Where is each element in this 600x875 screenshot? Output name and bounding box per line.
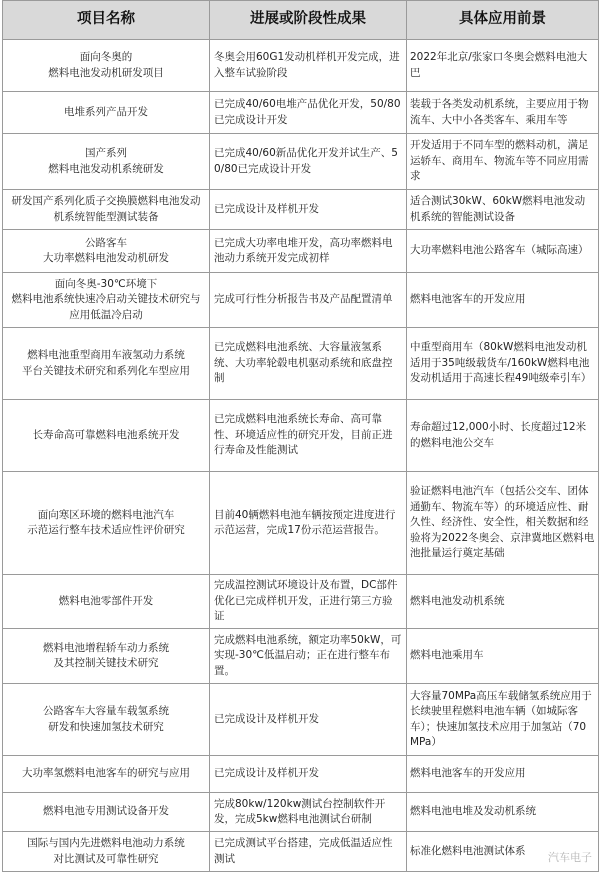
application-cell: 燃料电池客车的开发应用 [407, 273, 599, 328]
project-name-cell: 大功率氢燃料电池客车的研究与应用 [3, 756, 210, 793]
application-cell: 燃料电池发动机系统 [407, 575, 599, 629]
progress-cell: 冬奥会用60G1发动机样机开发完成，进入整车试验阶段 [210, 40, 407, 92]
application-cell: 中重型商用车（80kW燃料电池发动机适用于35吨级载货车/160kW燃料电池发动机适用于高速长程49吨级牵引车） [407, 328, 599, 400]
progress-cell: 完成燃料电池系统，额定功率50kW，可实现-30℃低温启动；正在进行整车布置。 [210, 629, 407, 684]
header-application: 具体应用前景 [407, 1, 599, 40]
project-table [2, 0, 599, 872]
project-name-cell: 公路客车 大功率燃料电池发动机研发 [3, 230, 210, 273]
project-name-cell: 面向冬奥-30℃环境下 燃料电池系统快速冷启动关键技术研究与应用低温冷启动 [3, 273, 210, 328]
project-name-cell: 研发国产系列化质子交换膜燃料电池发动机系统智能型测试装备 [3, 190, 210, 230]
application-cell: 适合测试30kW、60kW燃料电池发动机系统的智能测试设备 [407, 190, 599, 230]
progress-cell: 已完成40/60电堆产品优化开发，50/80已完成设计开发 [210, 92, 407, 134]
progress-cell: 已完成设计及样机开发 [210, 684, 407, 756]
table-row [3, 273, 599, 328]
progress-cell: 已完成燃料电池系统、大容量液氢系统、大功率轮毂电机驱动系统和底盘控制 [210, 328, 407, 400]
application-cell: 验证燃料电池汽车（包括公交车、团体通勤车、物流车等）的环境适应性、耐久性、经济性、安全性，相关数据和经验将为2022冬奥会、京津冀地区燃料电池批量运行奠定基础 [407, 472, 599, 575]
progress-cell: 已完成设计及样机开发 [210, 756, 407, 793]
project-name-cell: 燃料电池重型商用车液氢动力系统 平台关键技术研究和系列化车型应用 [3, 328, 210, 400]
project-name-cell: 燃料电池增程轿车动力系统 及其控制关键技术研究 [3, 629, 210, 684]
application-cell: 开发适用于不同车型的燃料动机，满足运轿车、商用车、物流车等不同应用需求 [407, 134, 599, 190]
table-row [3, 230, 599, 273]
progress-cell: 已完成测试平台搭建，完成低温适应性测试 [210, 832, 407, 872]
header-progress: 进展或阶段性成果 [210, 1, 407, 40]
project-name-cell: 国际与国内先进燃料电池动力系统 对比测试及可靠性研究 [3, 832, 210, 872]
table-row [3, 575, 599, 629]
application-cell: 燃料电池乘用车 [407, 629, 599, 684]
application-cell: 大容量70MPa高压车载储氢系统应用于长续驶里程燃料电池车辆（如城际客车）；快速加氢技术应用于加氢站（70MPa） [407, 684, 599, 756]
progress-cell: 已完成40/60新品优化开发并试生产、50/80已完成设计开发 [210, 134, 407, 190]
table-row [3, 400, 599, 472]
watermark: 汽车电子 [548, 851, 592, 864]
project-name-cell: 面向寒区环境的燃料电池汽车 示范运行整车技术适应性评价研究 [3, 472, 210, 575]
table-row [3, 328, 599, 400]
table-row [3, 40, 599, 92]
application-cell: 装载于各类发动机系统，主要应用于物流车、大中小各类客车、乘用车等 [407, 92, 599, 134]
table-row [3, 190, 599, 230]
project-name-cell: 国产系列 燃料电池发动机系统研发 [3, 134, 210, 190]
project-name-cell: 燃料电池零部件开发 [3, 575, 210, 629]
application-cell: 燃料电池电堆及发动机系统 [407, 793, 599, 832]
table-row [3, 92, 599, 134]
header-project-name: 项目名称 [3, 1, 210, 40]
application-cell: 燃料电池客车的开发应用 [407, 756, 599, 793]
progress-cell: 已完成设计及样机开发 [210, 190, 407, 230]
project-name-cell: 面向冬奥的 燃料电池发动机研发项目 [3, 40, 210, 92]
project-name-cell: 电堆系列产品开发 [3, 92, 210, 134]
table-row [3, 832, 599, 872]
progress-cell: 已完成燃料电池系统长寿命、高可靠性、环境适应性的研究开发，目前正进行寿命及性能测试 [210, 400, 407, 472]
table-header-row [3, 1, 599, 40]
table-row [3, 134, 599, 190]
table-row [3, 793, 599, 832]
table-row [3, 629, 599, 684]
project-name-cell: 燃料电池专用测试设备开发 [3, 793, 210, 832]
progress-cell: 完成可行性分析报告书及产品配置清单 [210, 273, 407, 328]
progress-cell: 目前40辆燃料电池车辆按预定进度进行示范运营，完成17份示范运营报告。 [210, 472, 407, 575]
application-cell: 寿命超过12,000小时、长度超过12米的燃料电池公交车 [407, 400, 599, 472]
project-name-cell: 公路客车大容量车载氢系统 研发和快速加氢技术研究 [3, 684, 210, 756]
table-row [3, 756, 599, 793]
application-cell: 2022年北京/张家口冬奥会燃料电池大巴 [407, 40, 599, 92]
application-cell: 大功率燃料电池公路客车（城际高速） [407, 230, 599, 273]
progress-cell: 完成温控测试环境设计及布置，DC部件优化已完成样机开发，正进行第三方验证 [210, 575, 407, 629]
project-name-cell: 长寿命高可靠燃料电池系统开发 [3, 400, 210, 472]
table-row [3, 472, 599, 575]
progress-cell: 已完成大功率电堆开发，高功率燃料电池动力系统开发完成初样 [210, 230, 407, 273]
application-cell: 标准化燃料电池测试体系 [407, 832, 599, 872]
progress-cell: 完成80kw/120kw测试台控制软件开发，完成5kw燃料电池测试台研制 [210, 793, 407, 832]
table-row [3, 684, 599, 756]
